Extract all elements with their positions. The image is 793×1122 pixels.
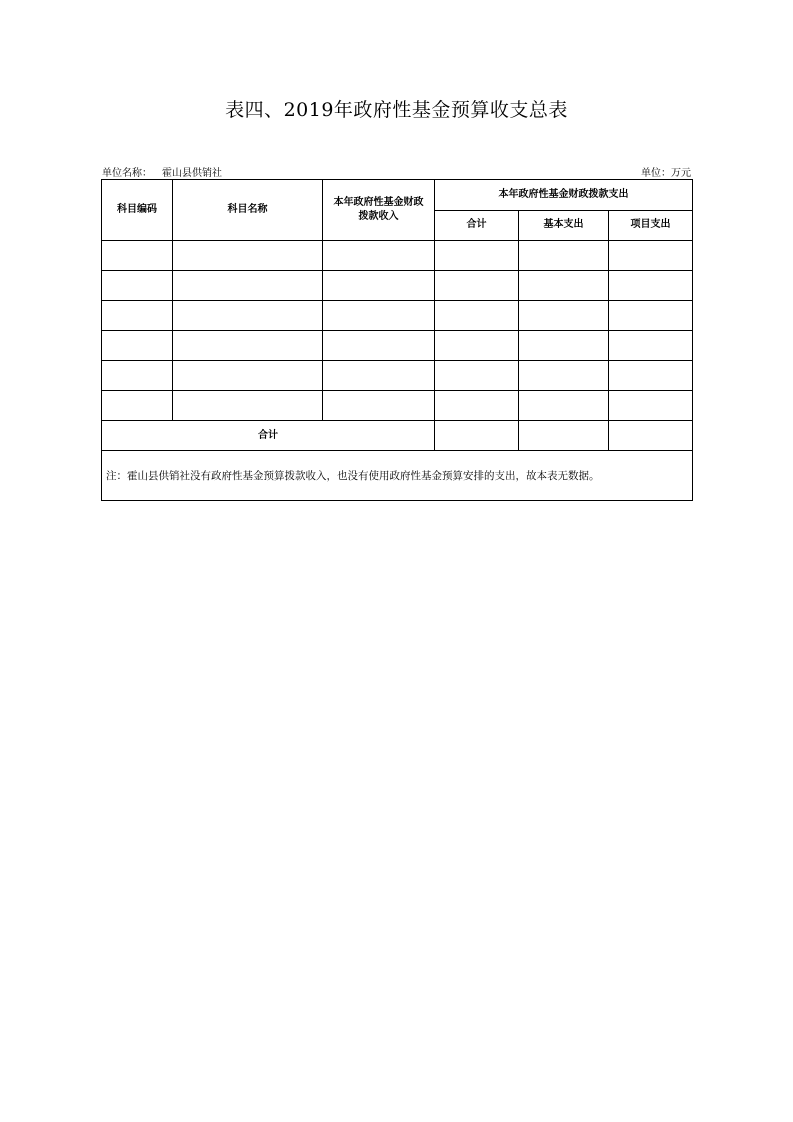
table-cell	[435, 241, 519, 271]
table-note: 注：霍山县供销社没有政府性基金预算拨款收入，也没有使用政府性基金预算安排的支出，故本表无数据。	[102, 451, 693, 501]
table-cell	[102, 241, 173, 271]
table-cell	[323, 271, 435, 301]
table-cell	[323, 391, 435, 421]
table-row	[102, 331, 693, 361]
note-row	[102, 451, 693, 501]
header-basic-expense: 基本支出	[519, 210, 609, 241]
table-cell	[323, 241, 435, 271]
table-cell	[102, 301, 173, 331]
header-fund-income: 本年政府性基金财政拨款收入	[323, 180, 435, 241]
table-cell	[323, 361, 435, 391]
table-cell	[173, 391, 323, 421]
table-cell	[435, 361, 519, 391]
table-cell	[435, 391, 519, 421]
total-cell	[519, 421, 609, 451]
table-cell	[102, 331, 173, 361]
table-cell	[519, 391, 609, 421]
unit-name-label: 单位名称：	[102, 168, 152, 179]
table-cell	[609, 361, 693, 391]
table-row	[102, 301, 693, 331]
table-row	[102, 391, 693, 421]
table-cell	[435, 331, 519, 361]
table-cell	[435, 301, 519, 331]
table-cell	[102, 391, 173, 421]
table-cell	[173, 361, 323, 391]
total-label: 合计	[102, 421, 435, 451]
table-cell	[519, 271, 609, 301]
table-cell	[609, 271, 693, 301]
table-row	[102, 271, 693, 301]
table-cell	[519, 301, 609, 331]
table-cell	[609, 241, 693, 271]
table-cell	[173, 301, 323, 331]
total-row	[102, 421, 693, 451]
table-row	[102, 361, 693, 391]
budget-table	[101, 179, 693, 501]
table-cell	[173, 241, 323, 271]
table-cell	[609, 301, 693, 331]
table-cell	[102, 361, 173, 391]
table-cell	[323, 331, 435, 361]
header-total: 合计	[435, 210, 519, 241]
table-cell	[519, 241, 609, 271]
table-row	[102, 241, 693, 271]
header-project-expense: 项目支出	[609, 210, 693, 241]
unit-name-line	[102, 164, 222, 179]
table-cell	[519, 361, 609, 391]
page-title: 表四、2019年政府性基金预算收支总表	[225, 99, 568, 121]
table-cell	[102, 271, 173, 301]
table-cell	[435, 271, 519, 301]
table-cell	[519, 331, 609, 361]
unit-name-value: 霍山县供销社	[162, 168, 222, 179]
table-cell	[609, 331, 693, 361]
header-fund-expense-group: 本年政府性基金财政拨款支出	[435, 180, 693, 211]
table-cell	[609, 391, 693, 421]
unit-label: 单位：万元	[641, 168, 691, 179]
table-cell	[173, 331, 323, 361]
table-cell	[173, 271, 323, 301]
header-subject-name: 科目名称	[173, 180, 323, 241]
total-cell	[609, 421, 693, 451]
header-subject-code: 科目编码	[102, 180, 173, 241]
total-cell	[435, 421, 519, 451]
table-cell	[323, 301, 435, 331]
